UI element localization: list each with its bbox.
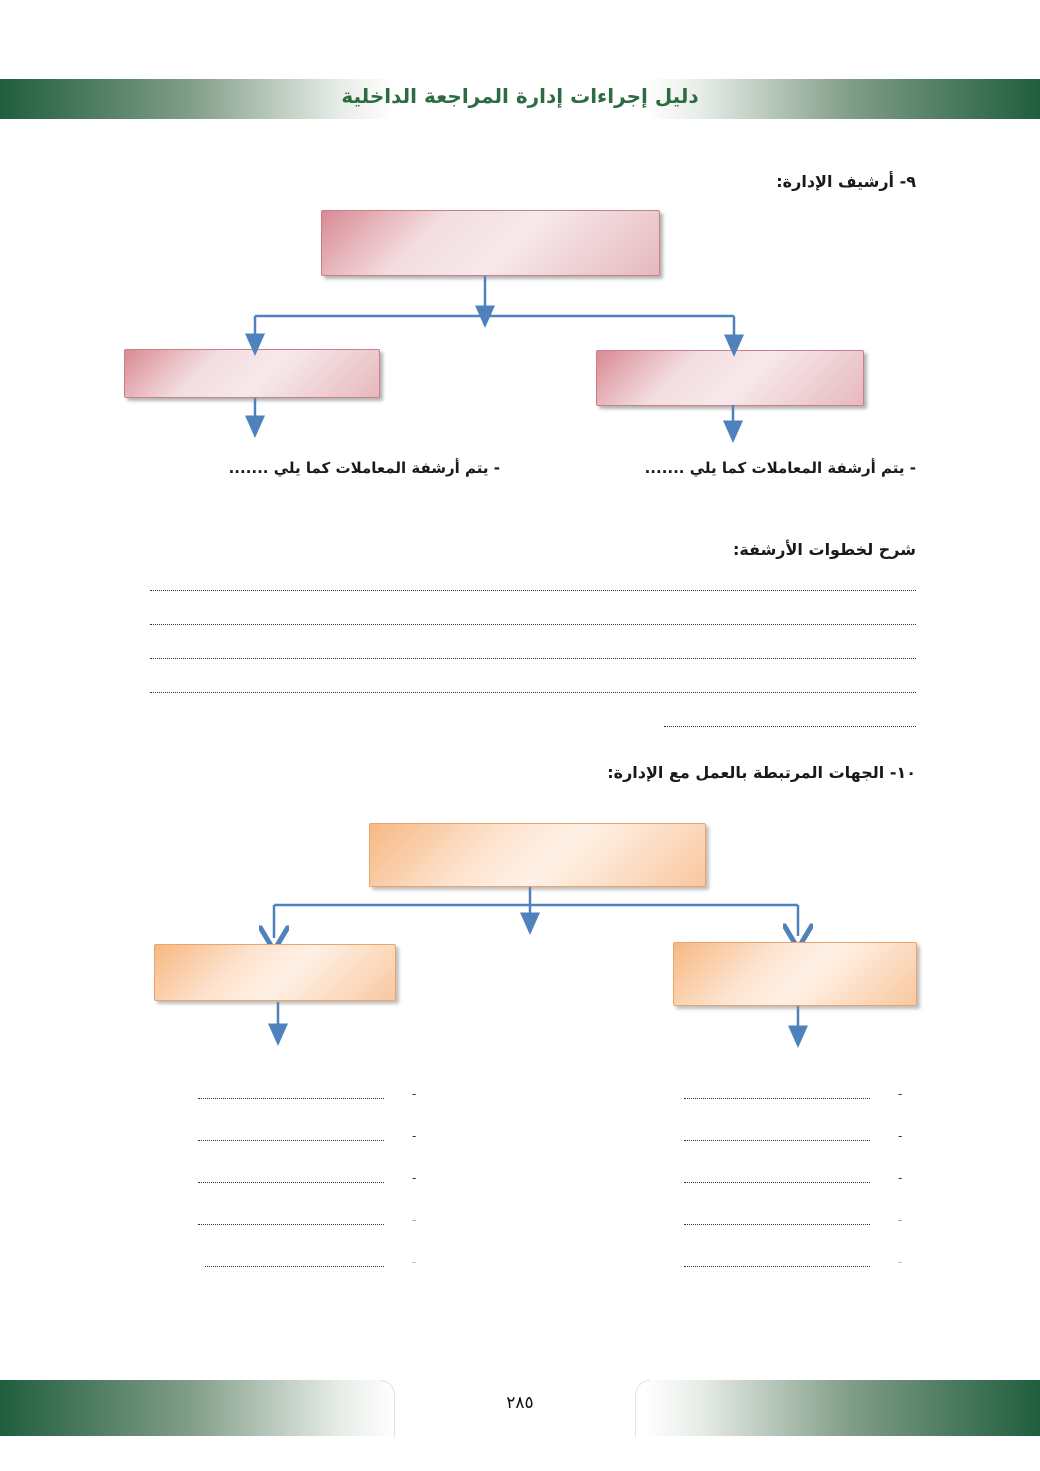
entity-line-right [684,1098,870,1099]
entity-line-left [205,1266,384,1267]
entity-line-right [684,1140,870,1141]
left-archive-note: - يتم أرشفة المعاملات كما يلي ....... [228,459,500,477]
writing-line [150,692,916,693]
archiving-steps-heading: شرح لخطوات الأرشفة: [732,540,916,559]
entities-left-box [154,944,396,1001]
writing-line [150,590,916,591]
list-dash: - [412,1171,417,1185]
entity-line-left [198,1182,384,1183]
entity-line-left [198,1224,384,1225]
page-number: ٢٨٥ [506,1393,534,1413]
list-dash: - [412,1255,417,1269]
page-header-title: دليل إجراءات إدارة المراجعة الداخلية [341,84,699,108]
entities-top-box [369,823,706,887]
writing-line [664,726,916,727]
entity-line-right [684,1224,870,1225]
list-dash: - [412,1087,417,1101]
list-dash: - [898,1255,903,1269]
list-dash: - [412,1129,417,1143]
list-dash: - [898,1087,903,1101]
section-9-heading: ٩- أرشيف الإدارة: [776,172,916,191]
writing-line [150,658,916,659]
list-dash: - [898,1129,903,1143]
entity-line-right [684,1182,870,1183]
entity-line-right [684,1266,870,1267]
writing-line [150,624,916,625]
list-dash: - [898,1213,903,1227]
entity-line-left [198,1140,384,1141]
right-archive-note: - يتم أرشفة المعاملات كما يلي ....... [644,459,916,477]
section-10-heading: ١٠- الجهات المرتبطة بالعمل مع الإدارة: [607,763,916,782]
entities-right-box [673,942,917,1006]
list-dash: - [898,1171,903,1185]
entity-line-left [198,1098,384,1099]
list-dash: - [412,1213,417,1227]
